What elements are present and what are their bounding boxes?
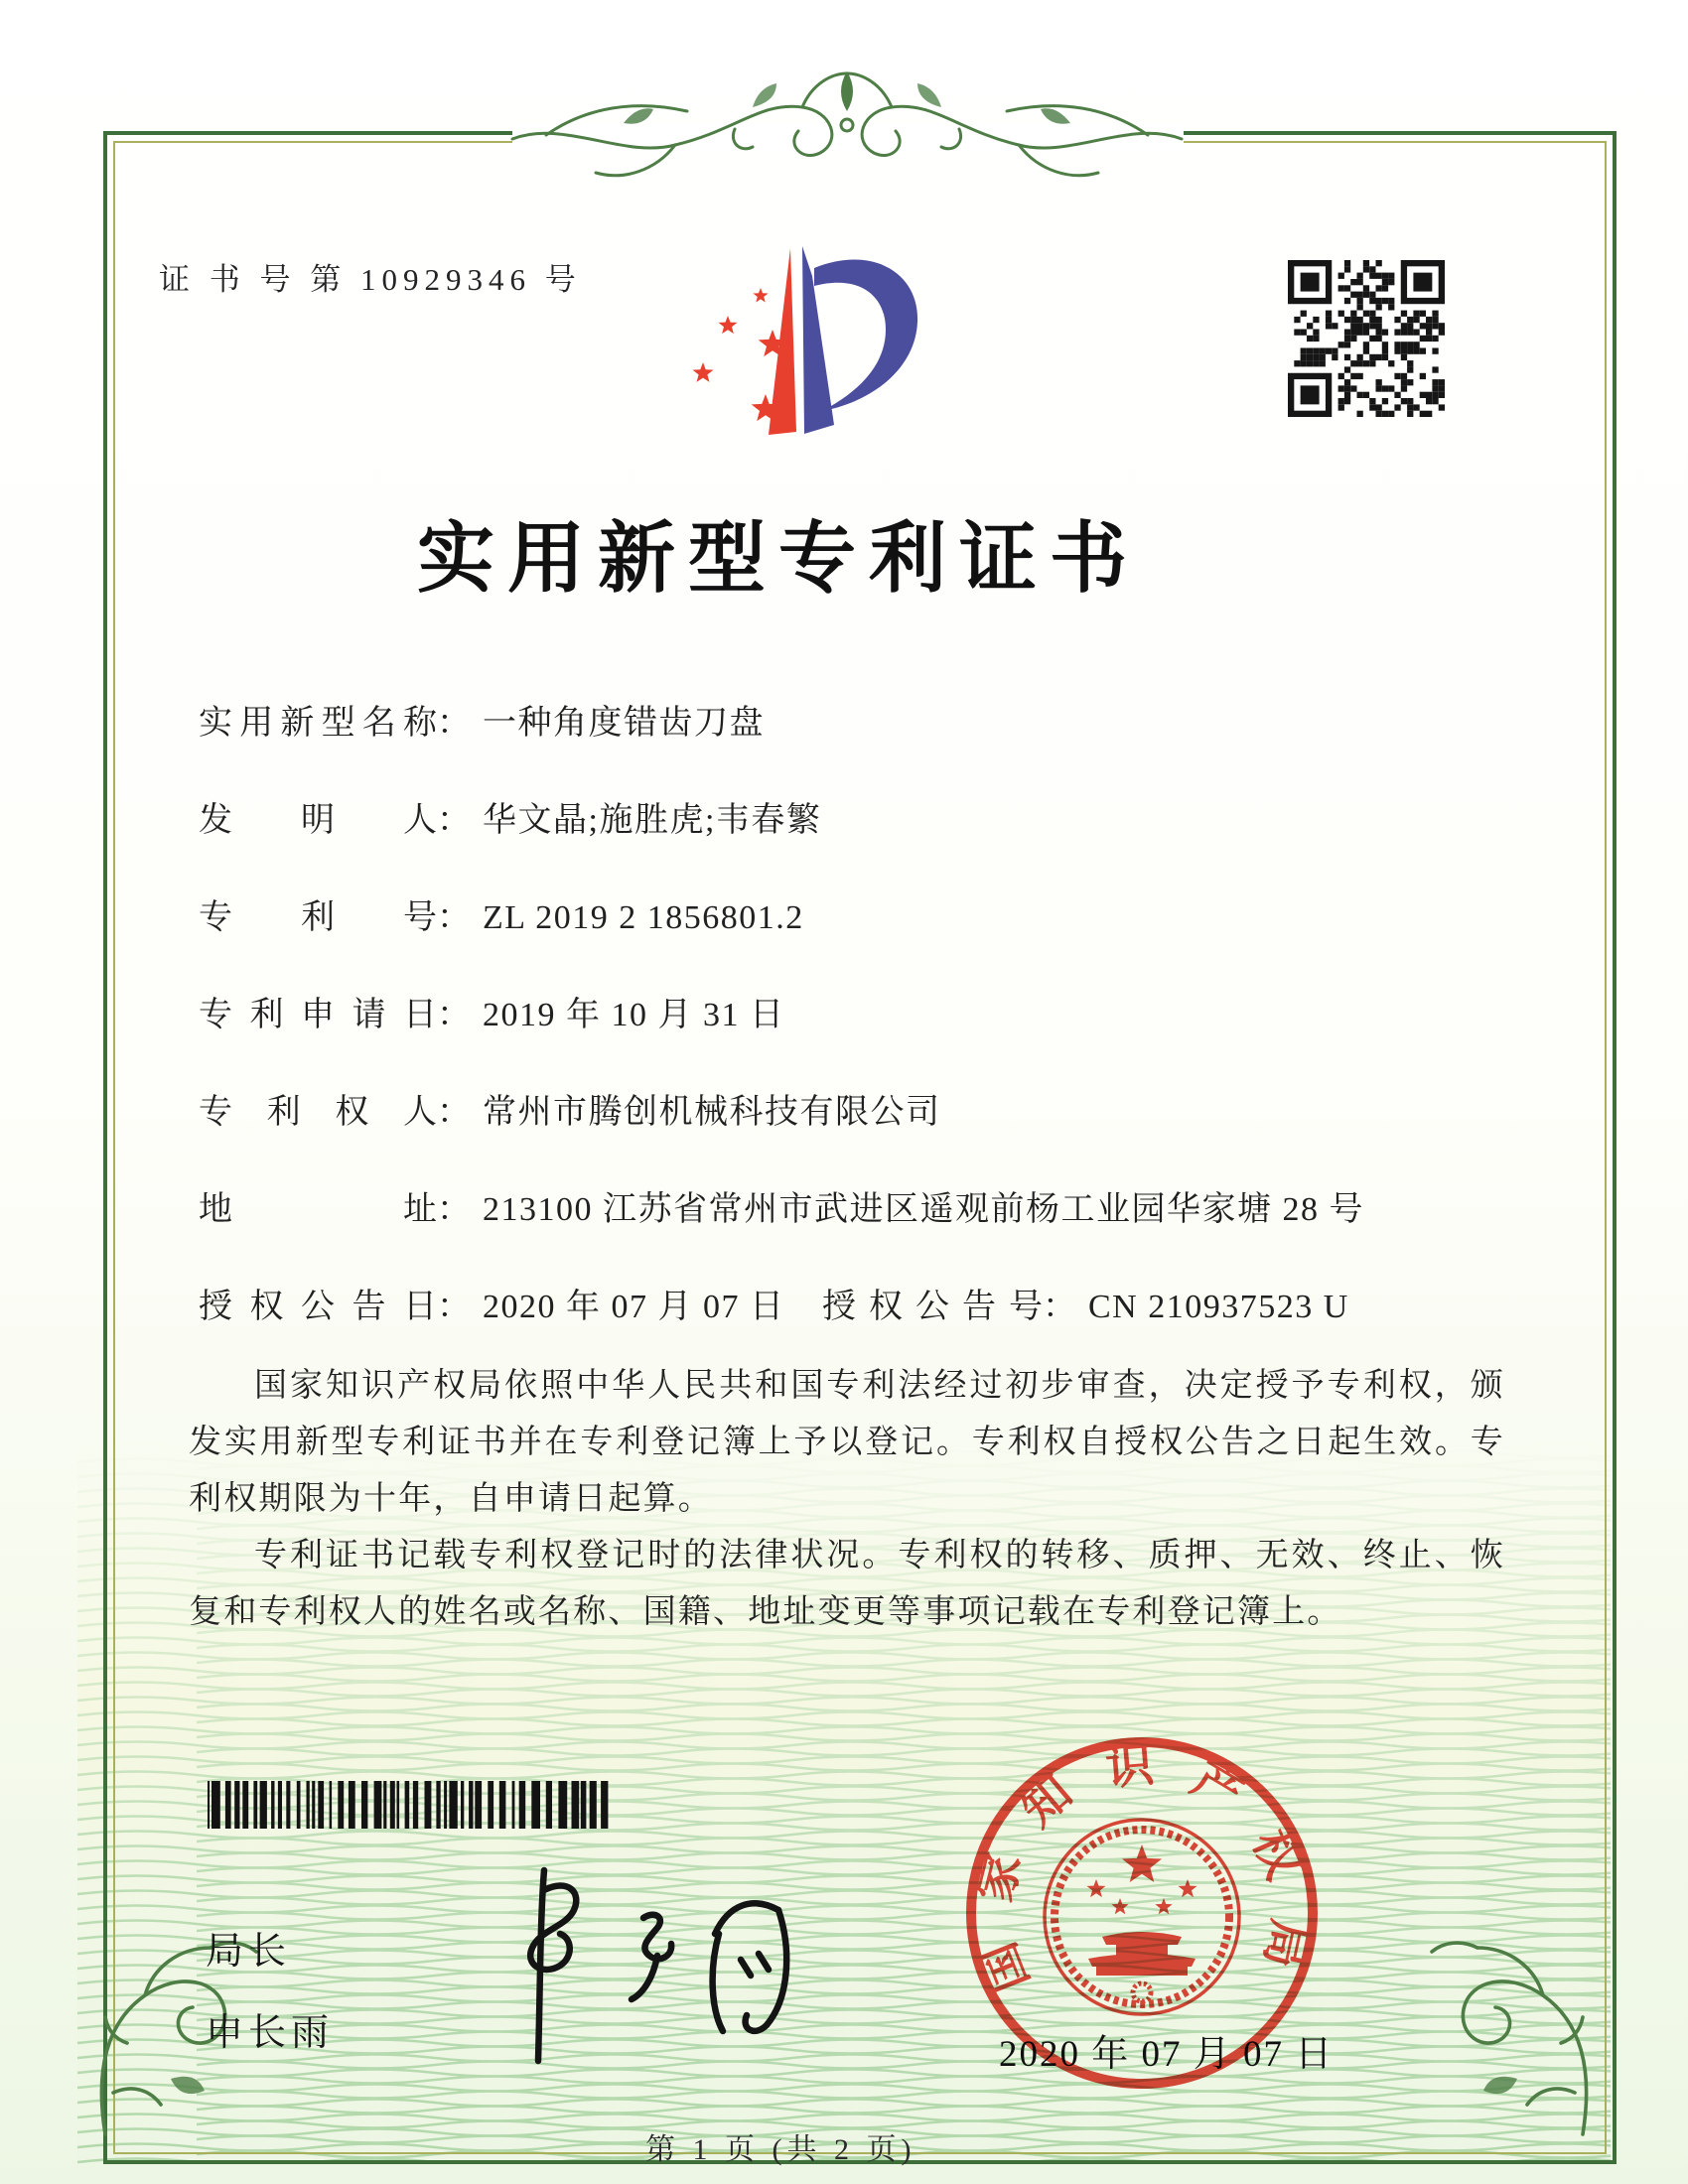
field-label: 地址 (199, 1191, 437, 1228)
field-label: 专利号 (199, 899, 437, 936)
field-value: 2019 年 10 月 31 日 (483, 997, 785, 1033)
field-row-patent-number (199, 889, 1519, 938)
field-row-inventors (199, 792, 1519, 841)
seal-text: 国家知识产权局 (968, 1738, 1317, 1999)
field-row-grant-date (199, 1279, 1519, 1327)
field-value: 一种角度错齿刀盘 (483, 705, 765, 742)
field-label: 发明人 (199, 802, 437, 839)
field-label: 专利权人 (199, 1094, 437, 1131)
field-row-address (199, 1181, 1519, 1230)
field-label: 授权公告日 (199, 1289, 437, 1325)
bottom-right-flourish (1382, 1884, 1601, 2144)
field-row-name (199, 695, 1519, 744)
border-frame-inner (113, 141, 1607, 2154)
certificate-number: 证 书 号 第 10929346 号 (159, 262, 582, 297)
legal-text-block (189, 1358, 1505, 1641)
field-value: ZL 2019 2 1856801.2 (483, 899, 804, 936)
grant-publication-pair (822, 1279, 1349, 1327)
field-value: 常州市腾创机械科技有限公司 (483, 1094, 941, 1131)
field-colon: ： (437, 1191, 471, 1228)
director-title: 局长 (206, 1931, 292, 1973)
field-value: 213100 江苏省常州市武进区遥观前杨工业园华家塘 28 号 (483, 1191, 1364, 1228)
field-label: 授权公告号 (822, 1289, 1043, 1325)
field-colon: ： (1043, 1289, 1076, 1325)
seal-date: 2020 年 07 月 07 日 (999, 2034, 1335, 2075)
field-row-patentee (199, 1084, 1519, 1133)
field-colon: ： (437, 1289, 471, 1325)
director-signature (449, 1848, 816, 2087)
field-colon: ： (437, 899, 471, 936)
official-seal (951, 1722, 1333, 2104)
director-name: 申长雨 (206, 2012, 335, 2054)
top-flourish-ornament (504, 48, 1190, 216)
certificate-title: 实用新型专利证书 (417, 515, 1141, 602)
page-number: 第 1 页 (共 2 页) (645, 2133, 916, 2166)
field-value: CN 210937523 U (1088, 1289, 1349, 1325)
cnipa-patent-logo-icon (673, 238, 933, 442)
field-value: 华文晶;施胜虎;韦春繁 (483, 802, 822, 839)
field-colon: ： (437, 1094, 471, 1131)
field-value: 2020 年 07 月 07 日 (483, 1289, 785, 1325)
field-colon: ： (437, 705, 471, 742)
field-colon: ： (437, 802, 471, 839)
legal-paragraph: 国家知识产权局依照中华人民共和国专利法经过初步审查，决定授予专利权，颁发实用新型专利证书并在专利登记簿上予以登记。专利权自授权公告之日起生效。专利权期限为十年，自申请日起算。 (189, 1368, 1505, 1517)
barcode (206, 1781, 615, 1829)
legal-paragraph: 专利证书记载专利权登记时的法律状况。专利权的转移、质押、无效、终止、恢复和专利权人的姓名或名称、国籍、地址变更等事项记载在专利登记簿上。 (189, 1538, 1505, 1630)
qr-code (1288, 260, 1445, 417)
field-colon: ： (437, 997, 471, 1033)
field-label: 专利申请日 (199, 997, 437, 1033)
field-row-filing-date (199, 987, 1519, 1035)
field-label: 实用新型名称 (199, 705, 437, 742)
